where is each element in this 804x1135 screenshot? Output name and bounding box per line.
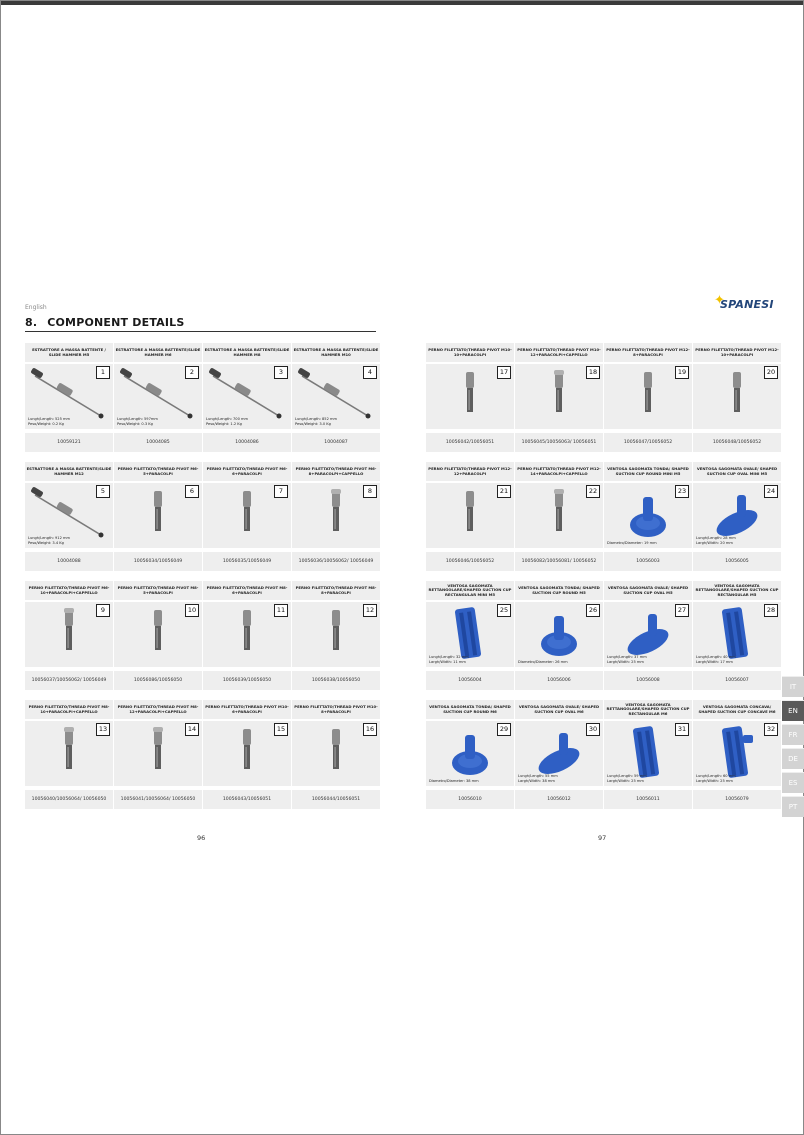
component-index: 29 [497,723,511,736]
component-index: 21 [497,485,511,498]
component-image [515,721,603,786]
component-image [693,364,781,429]
title-divider [25,331,376,332]
component-card [426,462,514,571]
component-code: 10056042/10056051 [426,433,514,452]
logo-text: SPANESI [720,298,774,311]
component-index: 25 [497,604,511,617]
component-card [25,462,113,571]
spec-line-1: Lungh/Length: 60 mm [696,774,736,779]
component-title: PERNO FILETTATO/THREAD PIVOT M10-12+PARACOLPI+CAPPELLO [515,343,603,362]
component-spec [429,779,479,783]
component-title: ESTRATTORE A MASSA BATTENTE/SLIDE HAMMER M8 [203,343,291,362]
component-title: VENTOSA SAGOMATA RETTANGOLARE/SHAPED SUCTION CUP RECTANGULAR M6 [604,700,692,719]
component-code: 10056035/10056049 [203,552,291,571]
language-tab-it[interactable]: IT [782,676,804,697]
component-code: 10056046/10056052 [426,552,514,571]
component-code: 10056010 [426,790,514,809]
component-code: 10056040/10056064/ 10056050 [25,790,113,809]
language-label: English [25,304,47,311]
component-code: 10004087 [292,433,380,452]
component-code: 10059121 [25,433,113,452]
component-spec [696,536,736,545]
component-card [604,581,692,690]
spec-line-2: Largh/Width: 25 mm [607,659,644,664]
component-title: PERNO FILETTATO/THREAD PIVOT M6-10+PARACOLPI+CAPPELLO [25,581,113,600]
component-code: 10056045/10056063/ 10056051 [515,433,603,452]
component-image [114,364,202,429]
component-index: 22 [586,485,600,498]
component-title: PERNO FILETTATO/THREAD PIVOT M6-8+PARACOLPI+CAPPELLO [292,462,380,481]
component-title: VENTOSA SAGOMATA RETTANGOLARE/SHAPED SUCTION CUP RECTANGULAR M5 [693,581,781,600]
spec-line-1: Lungh/Length: 852 mm [295,417,338,422]
component-card [114,581,202,690]
component-spec [607,541,657,545]
component-index: 6 [185,485,199,498]
component-image [25,364,113,429]
spec-line-1: Lungh/Length: 597mm [117,417,158,422]
component-index: 15 [274,723,288,736]
spec-line-2: Peso/Weight: 0.3 Kg [117,421,153,426]
component-index: 32 [764,723,778,736]
spec-line-2: Largh/Width: 17 mm [696,659,733,664]
component-card [114,343,202,452]
component-image [426,602,514,667]
component-title: ESTRATTORE A MASSA BATTENTE/SLIDE HAMMER M6 [114,343,202,362]
component-image [515,483,603,548]
spec-line-2: Peso/Weight: 0.2 Kg [28,421,64,426]
component-card [292,700,380,809]
component-index: 23 [675,485,689,498]
component-index: 17 [497,366,511,379]
spec-line-1: Lungh/Length: 55 mm [518,774,558,779]
component-image [292,483,380,548]
component-image [693,602,781,667]
component-title: PERNO FILETTATO/THREAD PIVOT M6-5+PARACOLPI [114,462,202,481]
component-code: 10056012 [515,790,603,809]
component-card [604,700,692,809]
component-card [292,343,380,452]
component-spec [607,774,647,783]
component-image [203,721,291,786]
spec-line-2: Largh/Width: 38 mm [518,778,555,783]
component-spec [206,417,248,426]
component-card [203,462,291,571]
component-card [426,700,514,809]
spec-line-2: Largh/Width: 25 mm [696,778,733,783]
component-spec [28,536,70,545]
component-code: 10056005 [693,552,781,571]
language-tab-fr[interactable]: FR [782,724,804,745]
component-card [25,581,113,690]
component-title: VENTOSA SAGOMATA CONCAVA/ SHAPED SUCTION CUP CONCAVE M6 [693,700,781,719]
component-image [515,602,603,667]
component-title: VENTOSA SAGOMATA TONDA/ SHAPED SUCTION CUP ROUND M6 [426,700,514,719]
spec-line-2: Peso/Weight: 3.4 Kg [28,540,64,545]
spec-line-2: Largh/Width: 25 mm [607,778,644,783]
component-index: 24 [764,485,778,498]
spec-line-1: Lungh/Length: 32 mm [429,655,469,660]
spec-line-1: Diametro/Diameter: 26 mm [518,659,568,664]
component-image [604,364,692,429]
component-code: 10056043/10056051 [203,790,291,809]
component-image [203,602,291,667]
component-index: 10 [185,604,199,617]
component-title: PERNO FILETTATO/THREAD PIVOT M8-5+PARACOLPI [114,581,202,600]
component-image [203,483,291,548]
component-title: VENTOSA SAGOMATA OVALE/ SHAPED SUCTION CUP OVAL M6 [515,700,603,719]
component-code: 10056039/10056050 [203,671,291,690]
component-image [693,721,781,786]
component-code: 10004088 [25,552,113,571]
component-title: VENTOSA SAGOMATA RETTANGOLARE/SHAPED SUCTION CUP RECTANGULAR MINI M5 [426,581,514,600]
language-tab-de[interactable]: DE [782,748,804,769]
spec-line-1: Lungh/Length: 40 mm [696,655,736,660]
component-image [25,721,113,786]
section-title-text: COMPONENT DETAILS [47,316,185,329]
spec-line-1: Lungh/Length: 912 mm [28,536,71,541]
section-number: 8. [25,316,38,329]
component-index: 11 [274,604,288,617]
component-index: 7 [274,485,288,498]
spanesi-logo [714,295,784,313]
component-image [426,364,514,429]
component-code: 10056008 [604,671,692,690]
component-image [292,721,380,786]
component-image [292,602,380,667]
component-code: 10056079 [693,790,781,809]
component-index: 5 [96,485,110,498]
component-code: 10056038/10056050 [292,671,380,690]
component-card [693,581,781,690]
component-code: 10056047/10056052 [604,433,692,452]
component-title: PERNO FILETTATO/THREAD PIVOT M10-8+PARACOLPI [292,700,380,719]
component-title: PERNO FILETTATO/THREAD PIVOT M8-10+PARACOLPI+CAPPELLO [25,700,113,719]
component-code: 10056037/10056062/ 10056049 [25,671,113,690]
component-image [604,721,692,786]
component-image [203,364,291,429]
component-card [203,343,291,452]
component-index: 18 [586,366,600,379]
component-card [515,343,603,452]
language-tab-en[interactable]: EN [782,700,804,721]
component-index: 12 [363,604,377,617]
component-index: 31 [675,723,689,736]
component-title: PERNO FILETTATO/THREAD PIVOT M8-8+PARACOLPI [292,581,380,600]
component-title: PERNO FILETTATO/THREAD PIVOT M12-14+PARACOLPI+CAPPELLO [515,462,603,481]
component-image [114,483,202,548]
component-index: 13 [96,723,110,736]
component-card [693,343,781,452]
component-card [203,581,291,690]
component-card [515,462,603,571]
component-spec [518,660,568,664]
component-card [114,462,202,571]
component-code: 10056048/10056052 [693,433,781,452]
component-spec [518,774,558,783]
component-code: 10056007 [693,671,781,690]
component-image [515,364,603,429]
component-image [114,721,202,786]
component-image [604,602,692,667]
component-image [25,602,113,667]
component-spec [117,417,158,426]
page-number-left: 96 [197,834,206,842]
component-title: VENTOSA SAGOMATA OVALE/ SHAPED SUCTION CUP OVAL M5 [604,581,692,600]
component-index: 19 [675,366,689,379]
component-card [604,462,692,571]
component-index: 1 [96,366,110,379]
component-code: 10004086 [203,433,291,452]
spec-line-1: Lungh/Length: 59 mm [607,774,647,779]
component-index: 27 [675,604,689,617]
component-index: 26 [586,604,600,617]
component-card [515,581,603,690]
component-title: ESTRATTORE A MASSA BATTENTE / SLIDE HAMMER M5 [25,343,113,362]
component-code: 10004085 [114,433,202,452]
page-number-right: 97 [598,834,607,842]
component-title: ESTRATTORE A MASSA BATTENTE/SLIDE HAMMER M10 [292,343,380,362]
component-card [604,343,692,452]
component-title: PERNO FILETTATO/THREAD PIVOT M12-10+PARACOLPI [693,343,781,362]
component-title: PERNO FILETTATO/THREAD PIVOT M6-6+PARACOLPI [203,462,291,481]
spec-line-1: Diametro/Diameter: 38 mm [429,778,479,783]
component-image [292,364,380,429]
component-code: 10056036/10056062/ 10056049 [292,552,380,571]
component-card [25,343,113,452]
section-title [25,316,185,329]
component-card [292,581,380,690]
component-code: 10056006 [515,671,603,690]
component-card [426,581,514,690]
language-tab-pt[interactable]: PT [782,796,804,817]
spec-line-1: Lungh/Length: 700 mm [206,417,249,422]
component-card [426,343,514,452]
component-title: PERNO FILETTATO/THREAD PIVOT M10-6+PARACOLPI [203,700,291,719]
component-index: 28 [764,604,778,617]
spec-line-1: Lungh/Length: 525 mm [28,417,71,422]
component-card [25,700,113,809]
component-image [426,721,514,786]
component-card [693,700,781,809]
component-title: PERNO FILETTATO/THREAD PIVOT M8-6+PARACOLPI [203,581,291,600]
component-card [693,462,781,571]
component-title: PERNO FILETTATO/THREAD PIVOT M8-12+PARACOLPI+CAPPELLO [114,700,202,719]
component-title: PERNO FILETTATO/THREAD PIVOT M10-10+PARACOLPI [426,343,514,362]
language-tab-es[interactable]: ES [782,772,804,793]
component-code: 10056003 [604,552,692,571]
component-card [292,462,380,571]
component-index: 2 [185,366,199,379]
component-index: 9 [96,604,110,617]
component-image [114,602,202,667]
spec-line-2: Peso/Weight: 3.0 Kg [295,421,331,426]
component-card [203,700,291,809]
component-spec [607,655,647,664]
component-title: VENTOSA SAGOMATA TONDA/ SHAPED SUCTION CUP ROUND M5 [515,581,603,600]
component-image [25,483,113,548]
component-image [693,483,781,548]
component-index: 20 [764,366,778,379]
component-index: 16 [363,723,377,736]
component-title: VENTOSA SAGOMATA OVALE/ SHAPED SUCTION CUP OVAL MINI M5 [693,462,781,481]
component-code: 10056044/10056051 [292,790,380,809]
component-code: 10056004 [426,671,514,690]
component-code: 10056082/10056081/ 10056052 [515,552,603,571]
component-card [515,700,603,809]
component-spec [28,417,70,426]
component-title: PERNO FILETTATO/THREAD PIVOT M12-12+PARACOLPI [426,462,514,481]
component-spec [429,655,469,664]
component-title: ESTRATTORE A MASSA BATTENTE/SLIDE HAMMER M12 [25,462,113,481]
spec-line-1: Lungh/Length: 37 mm [607,655,647,660]
component-code: 10056086/10056050 [114,671,202,690]
component-spec [696,774,736,783]
component-image [604,483,692,548]
component-spec [295,417,337,426]
component-card [114,700,202,809]
component-spec [696,655,736,664]
spec-line-2: Largh/Width: 11 mm [429,659,466,664]
spec-line-2: Peso/Weight: 1.2 Kg [206,421,242,426]
component-title: PERNO FILETTATO/THREAD PIVOT M12-8+PARACOLPI [604,343,692,362]
logo-star-icon: ✦ [714,293,725,308]
spec-line-1: Diametro/Diameter: 19 mm [607,540,657,545]
component-image [426,483,514,548]
spec-line-2: Largh/Width: 20 mm [696,540,733,545]
component-index: 4 [363,366,377,379]
component-code: 10056041/10056064/ 10056050 [114,790,202,809]
component-code: 10056034/10056049 [114,552,202,571]
component-index: 8 [363,485,377,498]
component-title: VENTOSA SAGOMATA TONDA/ SHAPED SUCTION CUP ROUND MINI M5 [604,462,692,481]
component-code: 10056011 [604,790,692,809]
component-index: 3 [274,366,288,379]
component-index: 30 [586,723,600,736]
spec-line-1: Lungh/Length: 28 mm [696,536,736,541]
component-index: 14 [185,723,199,736]
